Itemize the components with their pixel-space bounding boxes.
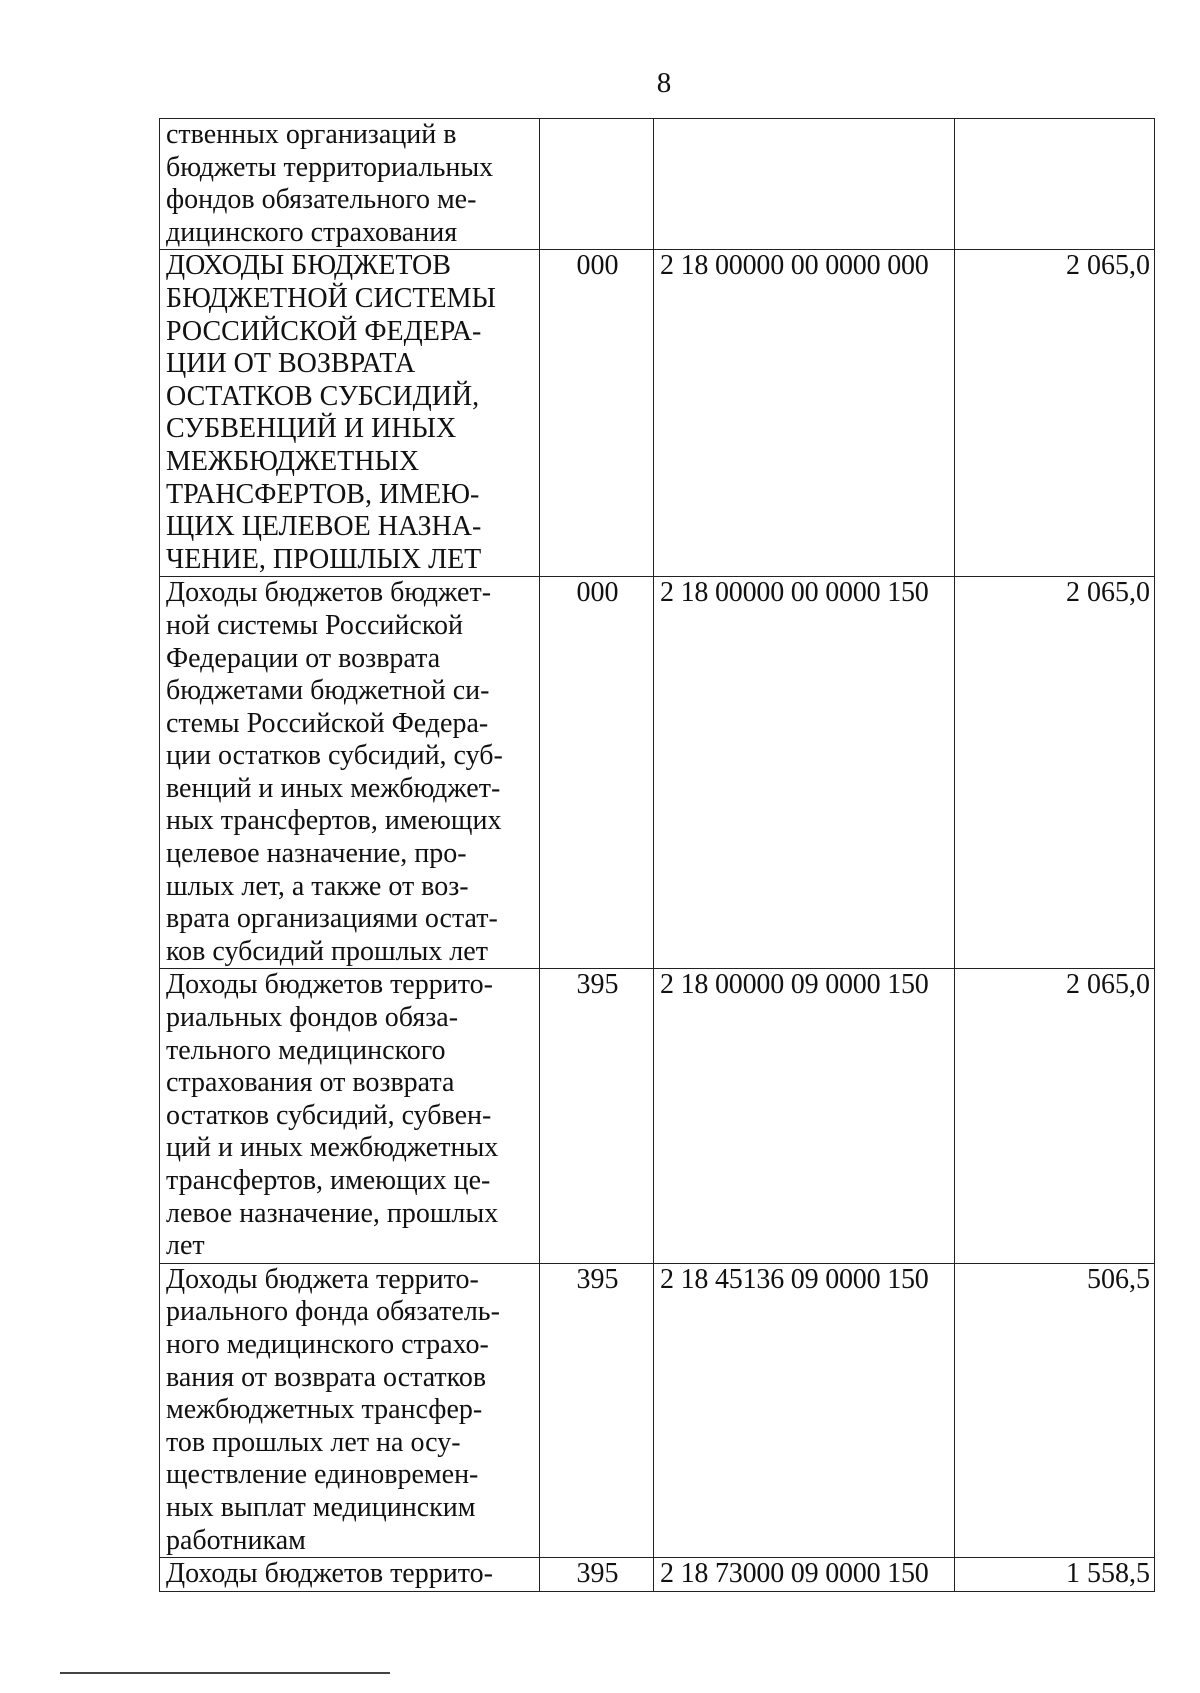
revenue-name-line: ственных организаций в xyxy=(166,119,457,150)
revenue-name-line: ЦИИ ОТ ВОЗВРАТА xyxy=(166,348,416,380)
revenue-name-line: БЮДЖЕТНОЙ СИСТЕМЫ xyxy=(166,282,496,314)
revenue-name-line: РОССИЙСКОЙ ФЕДЕРА- xyxy=(166,315,482,347)
revenue-name-line: ной системы Российской xyxy=(166,609,463,641)
revenue-name-line: Доходы бюджетов террито- xyxy=(166,1558,493,1590)
revenue-name-line: вания от возврата остатков xyxy=(166,1361,487,1393)
amount-cell: 2 065,0 xyxy=(955,969,1155,1263)
classification-code-cell: 2 18 00000 09 0000 150 xyxy=(654,969,955,1263)
revenue-name-cell xyxy=(160,119,540,250)
revenue-name-line: левое назначение, прошлых xyxy=(166,1197,499,1229)
classification-code-cell: 2 18 45136 09 0000 150 xyxy=(654,1263,955,1557)
revenue-name-line: МЕЖБЮДЖЕТНЫХ xyxy=(166,445,420,477)
table-body xyxy=(160,119,1155,1592)
revenue-name-line: Доходы бюджетов бюджет- xyxy=(166,577,492,609)
revenue-name-line: венций и иных межбюджет- xyxy=(166,772,501,804)
amount-cell: 2 065,0 xyxy=(955,250,1155,577)
page-number: 8 xyxy=(656,67,672,99)
revenue-name-line: межбюджетных трансфер- xyxy=(166,1394,483,1426)
revenue-name-line: риальных фондов обяза- xyxy=(166,1002,459,1034)
classification-code-cell xyxy=(654,119,955,250)
revenue-name-line: ного медицинского страхо- xyxy=(166,1328,489,1360)
administrator-code-cell: 000 xyxy=(540,250,654,577)
table-row xyxy=(160,1263,1155,1557)
administrator-code-cell: 395 xyxy=(540,1558,654,1592)
revenue-name-cell xyxy=(160,969,540,1263)
table-row xyxy=(160,250,1155,577)
administrator-code-cell xyxy=(540,119,654,250)
administrator-code-cell: 395 xyxy=(540,969,654,1263)
revenue-name-line: ОСТАТКОВ СУБСИДИЙ, xyxy=(166,380,480,412)
revenue-name-line: фондов обязательного ме- xyxy=(166,184,477,216)
revenue-name-line: тов прошлых лет на осу- xyxy=(166,1426,461,1458)
revenue-name-cell xyxy=(160,1263,540,1557)
revenue-name-line: работникам xyxy=(166,1524,306,1556)
classification-code-cell: 2 18 73000 09 0000 150 xyxy=(654,1558,955,1592)
revenue-name-line: дицинского страхования xyxy=(166,216,458,248)
revenue-name-cell xyxy=(160,577,540,969)
revenue-name-line: страхования от возврата xyxy=(166,1067,455,1099)
budget-revenue-table xyxy=(159,118,1155,1592)
revenue-name-cell xyxy=(160,250,540,577)
classification-code-cell: 2 18 00000 00 0000 000 xyxy=(654,250,955,577)
revenue-name-line: ЧЕНИЕ, ПРОШЛЫХ ЛЕТ xyxy=(166,543,482,575)
revenue-name-line: целевое назначение, про- xyxy=(166,838,467,870)
revenue-name-line: шлых лет, а также от воз- xyxy=(166,870,469,902)
revenue-name-line: ных выплат медицинским xyxy=(166,1491,476,1523)
revenue-name-line: трансфертов, имеющих це- xyxy=(166,1165,491,1196)
revenue-name-line: Доходы бюджета террито- xyxy=(166,1263,479,1295)
revenue-name-line: врата организациями остат- xyxy=(166,903,498,935)
table-row xyxy=(160,119,1155,250)
revenue-name-line: ций и иных межбюджетных xyxy=(166,1132,499,1164)
revenue-name-line: ТРАНСФЕРТОВ, ИМЕЮ- xyxy=(166,478,480,510)
table-row xyxy=(160,577,1155,969)
revenue-name-line: ков субсидий прошлых лет xyxy=(166,935,488,967)
administrator-code-cell: 000 xyxy=(540,577,654,969)
revenue-name-line: стемы Российской Федера- xyxy=(166,707,489,739)
revenue-name-line: риального фонда обязатель- xyxy=(166,1296,500,1328)
footer-rule xyxy=(60,1672,390,1674)
table-row xyxy=(160,1558,1155,1592)
revenue-name-cell xyxy=(160,1558,540,1592)
revenue-name-line: бюджеты территориальных xyxy=(166,151,494,183)
revenue-name-line: тельного медицинского xyxy=(166,1034,446,1066)
amount-cell xyxy=(955,119,1155,250)
amount-cell: 506,5 xyxy=(955,1263,1155,1557)
revenue-name-line: Федерации от возврата xyxy=(166,642,441,674)
revenue-name-line: ции остатков субсидий, суб- xyxy=(166,740,503,772)
revenue-name-line: ДОХОДЫ БЮДЖЕТОВ xyxy=(166,250,451,282)
revenue-name-line: СУБВЕНЦИЙ И ИНЫХ xyxy=(166,413,457,445)
revenue-name-line: остатков субсидий, субвен- xyxy=(166,1099,492,1131)
classification-code-cell: 2 18 00000 00 0000 150 xyxy=(654,577,955,969)
revenue-name-line: бюджетами бюджетной си- xyxy=(166,675,490,707)
revenue-name-line: ществление единовремен- xyxy=(166,1459,479,1491)
revenue-name-line: ЩИХ ЦЕЛЕВОЕ НАЗНА- xyxy=(166,511,482,543)
revenue-name-line: лет xyxy=(166,1230,205,1262)
revenue-name-line: ных трансфертов, имеющих xyxy=(166,805,502,837)
amount-cell: 1 558,5 xyxy=(955,1558,1155,1592)
revenue-name-line: Доходы бюджетов террито- xyxy=(166,969,493,1001)
administrator-code-cell: 395 xyxy=(540,1263,654,1557)
table-row xyxy=(160,969,1155,1263)
amount-cell: 2 065,0 xyxy=(955,577,1155,969)
